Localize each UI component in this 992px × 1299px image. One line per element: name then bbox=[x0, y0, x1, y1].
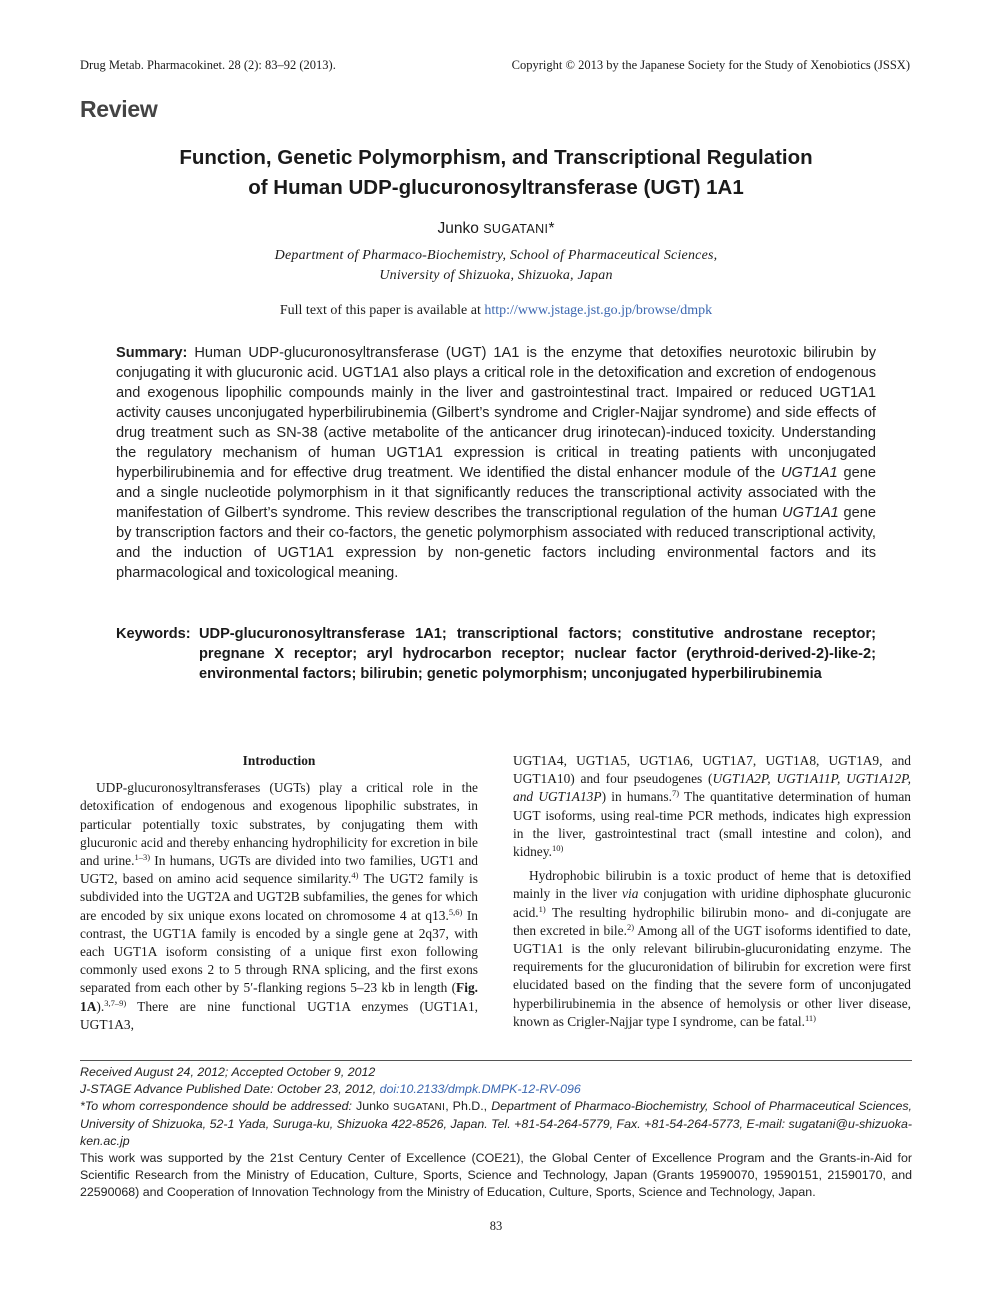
intro-paragraph-1-continued bbox=[513, 752, 911, 861]
citation-ref: 10) bbox=[551, 843, 564, 854]
footnote-divider bbox=[80, 1060, 912, 1061]
affiliation-line-1: Department of Pharmaco-Biochemistry, School of Pharmaceutical Sciences, bbox=[274, 248, 718, 263]
intro-text: The resulting hydrophilic bilirubin mono- and di-conjugate are then excreted in bile. bbox=[513, 904, 911, 938]
keywords-label: Keywords: bbox=[116, 626, 191, 642]
intro-paragraph-2 bbox=[513, 867, 911, 1031]
intro-text: ) in humans. bbox=[601, 789, 672, 805]
author-line bbox=[80, 220, 912, 238]
introduction-heading: Introduction bbox=[242, 753, 316, 768]
intro-text: ). bbox=[96, 998, 105, 1014]
author-first-name: Junko bbox=[437, 220, 479, 237]
received-dates: Received August 24, 2012; Accepted October 9, 2012 bbox=[80, 1065, 376, 1079]
section-label: Review bbox=[80, 96, 158, 122]
intro-text: In contrast, the UGT1A family is encoded by a single gene at 2q37, with each UGT1A isoform consisting of a unique first exon following commonly used exons 2 to 5 through RNA splicing, and the first exons separated from each other by 5′-flanking regions 5–23 kb in length ( bbox=[80, 907, 478, 996]
author-last-name: SUGATANI bbox=[483, 222, 549, 236]
intro-text: conjugation with uridine diphosphate glucuronic acid. bbox=[513, 886, 911, 920]
fulltext-link[interactable]: http://www.jstage.jst.go.jp/browse/dmpk bbox=[484, 303, 713, 318]
citation-ref: 7) bbox=[671, 788, 680, 799]
body-column-left bbox=[80, 752, 478, 1034]
intro-text: There are nine functional UGT1A enzymes (UGT1A1, UGT1A3, bbox=[80, 998, 478, 1032]
fulltext-notice bbox=[80, 303, 912, 319]
correspondence-label: *To whom correspondence should be addressed: bbox=[80, 1098, 352, 1113]
intro-text: UDP-glucuronosyltransferases (UGTs) play a critical role in the detoxification of endogenous and exogenous lipophilic substrates, in particular potentially toxic substrates, by conjugating them with glucuronic acid and thereby enhancing hydrophilicity for excretion in bile and urine. bbox=[80, 780, 478, 869]
citation-ref: 1) bbox=[538, 903, 546, 914]
footnotes bbox=[80, 1064, 912, 1200]
intro-paragraph-1 bbox=[80, 779, 478, 1034]
intro-text: The UGT2 family is subdivided into the UGT2A and UGT2B subfamilies, the genes for which are encoded by six unique exons located on chromosome 4 at q13. bbox=[80, 871, 478, 923]
citation-ref: 4) bbox=[351, 870, 359, 881]
affiliation bbox=[80, 246, 912, 286]
intro-text: The quantitative determination of human UGT isoforms, using real-time PCR methods, indicates high expression in the liver, gastrointestinal tract (small intestine and colon), and kidney. bbox=[513, 789, 911, 860]
citation-ref: 2) bbox=[626, 921, 635, 932]
article-title bbox=[80, 143, 912, 203]
intro-text: Hydrophobic bilirubin is a toxic product of heme that is detoxified mainly in the liver bbox=[513, 868, 911, 902]
correspondence-address: Department of Pharmaco-Biochemistry, School of Pharmaceutical Sciences, University of Shizuoka, 52-1 Yada, Suruga-ku, Shizuoka 422-8526, Japan. Tel. +81-54-264-5779, Fax. +81-54-264-5773, E-mail: sugatani@u-shizuoka-ken.ac.jp bbox=[80, 1098, 912, 1149]
intro-text: Among all of the UGT isoforms identified to date, UGT1A1 is the only relevant bilirubin-glucuronidating enzyme. The requirements for the glucuronidation of bilirubin for excretion were first elucidated based on the finding that the severe form of unconjugated hyperbilirubinemia in the absence of hemolysis or other liver disease, known as Crigler-Najjar type I syndrome, can be fatal. bbox=[513, 922, 911, 1029]
copyright-notice: Copyright © 2013 by the Japanese Society for the Study of Xenobiotics (JSSX) bbox=[511, 58, 910, 72]
intro-text: In humans, UGTs are divided into two families, UGT1 and UGT2, based on amino acid sequence similarity. bbox=[80, 853, 478, 887]
page-number: 83 bbox=[489, 1219, 503, 1233]
title-line-2: of Human UDP-glucuronosyltransferase (UGT) 1A1 bbox=[248, 176, 744, 199]
correspondence-degree: , Ph.D., bbox=[445, 1098, 488, 1113]
body-column-right bbox=[513, 752, 911, 1031]
correspondence-note bbox=[80, 1098, 912, 1150]
author-correspondence-mark: * bbox=[548, 220, 555, 237]
summary-label: Summary: bbox=[116, 345, 188, 361]
jstage-line bbox=[80, 1081, 912, 1098]
summary-text-3: gene by transcription factors and their co-factors, the genetic polymorphism associated with reduced transcriptional activity, and the induction of UGT1A1 expression by non-genetic factors including environmental factors and its pharmacological and toxicological meaning. bbox=[116, 505, 877, 581]
summary-block bbox=[116, 343, 876, 583]
citation-ref: 5,6) bbox=[448, 906, 463, 917]
summary-gene-2: UGT1A1 bbox=[782, 505, 839, 521]
funding-note: This work was supported by the 21st Century Center of Excellence (COE21), the Global Center of Excellence Program and the Grants-in-Aid for Scientific Research from the Ministry of Education, Culture, Sports, Science and Technology, Japan (Grants 19590070, 19590151, 21590170, and 22590068) and Cooperation of Innovation Technology from the Ministry of Education, Culture, Sports, Science and Technology, Japan. bbox=[80, 1150, 912, 1199]
journal-citation: Drug Metab. Pharmacokinet. 28 (2): 83–92 (2013). bbox=[80, 58, 336, 72]
citation-ref: 1–3) bbox=[134, 852, 151, 863]
citation-ref: 3,7–9) bbox=[104, 997, 127, 1008]
title-line-1: Function, Genetic Polymorphism, and Transcriptional Regulation bbox=[179, 146, 813, 169]
jstage-label: J-STAGE Advance Published Date: October 23, 2012, bbox=[80, 1081, 377, 1096]
affiliation-line-2: University of Shizuoka, Shizuoka, Japan bbox=[379, 268, 613, 283]
keywords-list: UDP-glucuronosyltransferase 1A1; transcriptional factors; constitutive androstane receptor; pregnane X receptor; aryl hydrocarbon receptor; nuclear factor (erythroid-derived-2)-like-2; environmental factors; bilirubin; genetic polymorphism; unconjugated hyperbilirubinemia bbox=[199, 626, 876, 682]
summary-gene-1: UGT1A1 bbox=[780, 465, 838, 481]
summary-text-1: Human UDP-glucuronosyltransferase (UGT) 1A1 is the enzyme that detoxifies neurotoxic bilirubin by conjugating it with glucuronic acid. UGT1A1 also plays a critical role in the detoxification and excretion of endogenous and exogenous lipophilic compounds mainly in the liver and gastrointestinal tract. Impaired or reduced UGT1A1 activity causes unconjugated hyperbilirubinemia (Gilbert’s syndrome and Crigler-Najjar syndrome) and side effects of drug treatment such as SN-38 (active metabolite of the anticancer drug irinotecan)-induced toxicity. Understanding the regulatory mechanism of human UGT1A1 expression is critical in treating patients with unconjugated hyperbilirubinemia and for effective drug treatment. We identified the distal enhancer module of the bbox=[116, 345, 876, 481]
pseudogene-list: UGT1A2P, UGT1A11P, UGT1A12P, and UGT1A13P bbox=[513, 771, 911, 805]
intro-italic: via bbox=[622, 886, 639, 902]
figure-reference[interactable]: Fig. 1A bbox=[80, 980, 478, 1014]
keywords-block bbox=[116, 624, 876, 684]
doi-link[interactable]: doi:10.2133/dmpk.DMPK-12-RV-096 bbox=[379, 1081, 581, 1096]
correspondence-first-name: Junko bbox=[356, 1098, 390, 1113]
citation-ref: 11) bbox=[805, 1012, 817, 1023]
fulltext-prefix: Full text of this paper is available at bbox=[279, 303, 481, 318]
summary-text-2: gene and a single nucleotide polymorphism in it that significantly reduces the transcriptional activity associated with the manifestation of Gilbert’s syndrome. This review describes the transcriptional regulation of the human bbox=[116, 465, 876, 521]
intro-text: UGT1A4, UGT1A5, UGT1A6, UGT1A7, UGT1A8, UGT1A9, and UGT1A10) and four pseudogenes ( bbox=[513, 753, 911, 787]
correspondence-last-name: SUGATANI bbox=[393, 1101, 446, 1113]
